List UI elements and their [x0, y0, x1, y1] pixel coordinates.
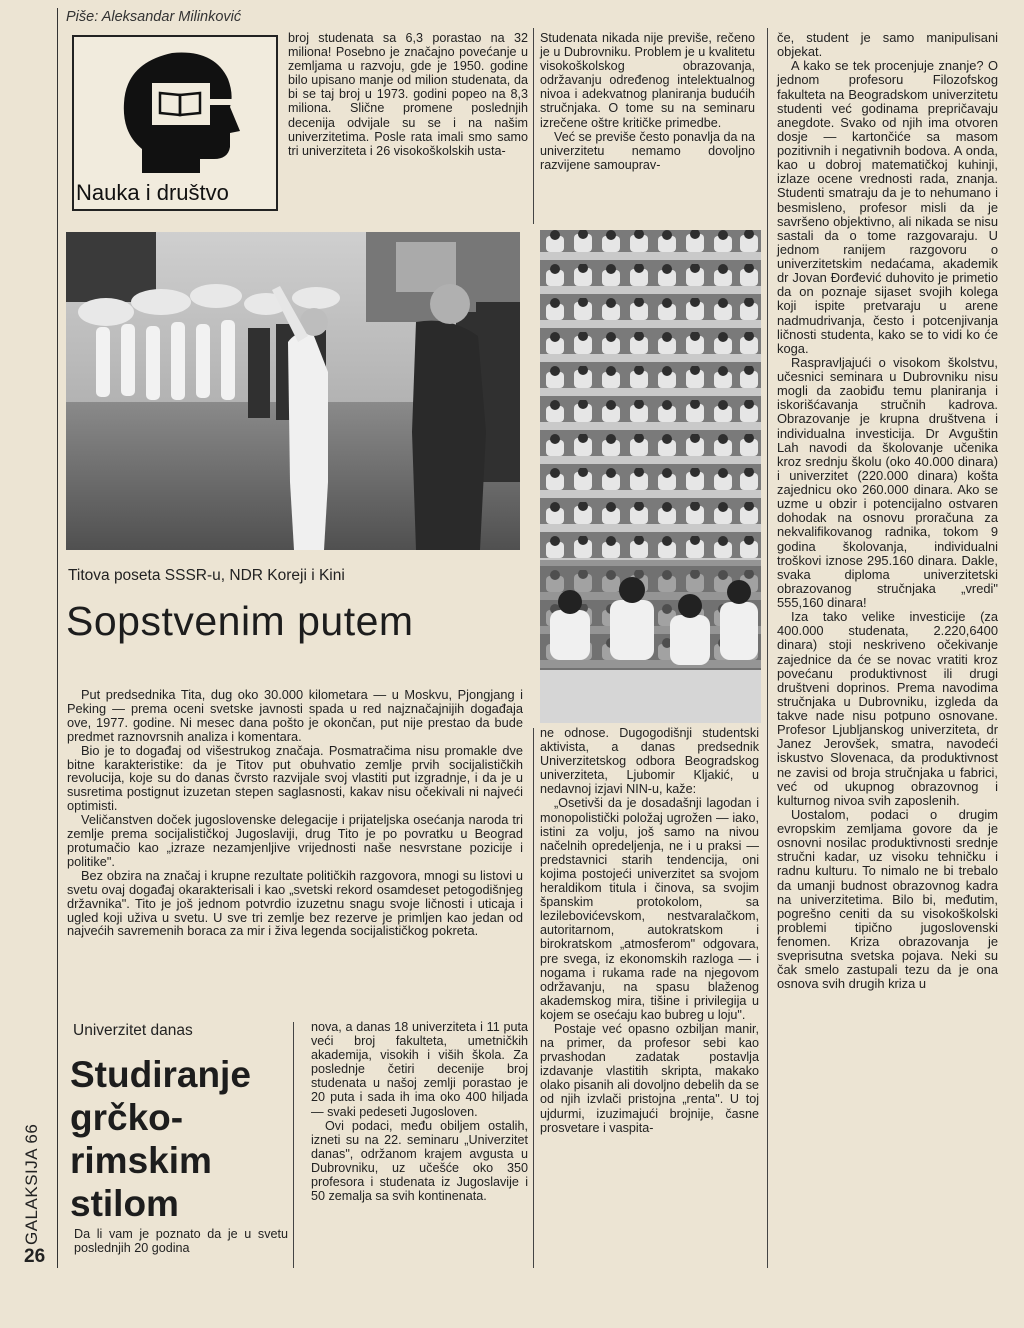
column3-paragraph: „Osetivši da je dosadašnji lagodan i monopolistički položaj ugrožen — iako, istini za volju, još samo na nivou načelnih opredeljenja, ne i u praksi — predstavnici starih tendencija, oni kojima postojeći univerzitet sa svojom heraldikom titula i činova, sa svojim španskim protokolom, sa lezilebovićevskom, nestvaralačkom, autoritarnom, autokratskom i birokratskom „atmosferom" odgovara, pre svega, iz ekonomskih razloga — i nogama i rukama rade na njegovom održavanju, na spasu blaženog akademskog mira, tišine i privilegija u kojem se osećaju kao bubreg u loju". — [540, 796, 759, 1022]
column3-paragraph: Studenata nikada nije previše, rečeno je u Dubrovniku. Problem je u kvalitetu visokoškolskog obrazovanja, održavanju određenog intelektualnog nivoa i adekvatnog planiranja budućih stručnjaka. O tome su na seminaru izrečene oštre kritičke primedbe. — [540, 31, 755, 130]
column2-top-text: broj studenata sa 6,3 porastao na 32 miliona! Posebno je značajno povećanje u zemljama u razvoju, gde je 1950. godine bilo upisano manje od milion studenata, da bi se taj broj u 1973. godini popeo na 8,3 miliona. Slične promene poslednjih decenija odvijale su se i na našim univerzitetima. Posle rata imali smo samo tri univerziteta i 26 visokoškolskih usta- — [288, 31, 528, 158]
head-with-book-icon — [74, 41, 276, 181]
column3-paragraph: Postaje već opasno ozbiljan manir, na primer, da profesor sebi kao prvashodan zadatak postavlja izdavanje vlastitih skripta, makako olako pisanih ali dovoljno debelih da se od njih izvlači pristojna „renta". U toj ujdurmi, izuzimajući brojnije, časne prosvetare i vaspita- — [540, 1021, 759, 1135]
article2-kicker: Univerzitet danas — [73, 1022, 193, 1039]
column4-rule — [767, 28, 768, 1268]
article2-intro-text: Da li vam je poznato da je u svetu poslednjih 20 godina — [74, 1227, 288, 1256]
photo-lecture-hall — [540, 230, 761, 723]
section-logo-label: Nauka i društvo — [76, 180, 229, 205]
column2-top — [288, 31, 528, 158]
column4 — [777, 31, 998, 992]
column3-rule-top — [533, 28, 534, 224]
column4-paragraph: A kako se tek procenjuje znanje? O jednom profesoru Filozofskog fakulteta na Beogradskom univerzitetu studenti već godinama prepričavaju anegdote. Svako od njih ima otvoren dosje — kartončiće sa masom pozitivnih i negativnih bodova. A onda, kao u dobroj matematičkoj kuhinji, izlaze ocene vrednosti rada, znanja. Studenti smatraju da je to nehumano i besmisleno, profesor misli da je savršeno objektivno, ali nikada se nisu sastali da o tome razgovaraju. U jednom ranijem razgovoru o univerzitetskim nedaćama, akademik dr Jovan Đorđević duhovito je primetio da on poznaje sijaset svojih kolega koji ispite pretvaraju u arene nadmudrivanja, često i potcenjivanja ličnosti studenta, kako se to vidi ko će koga. — [777, 58, 998, 356]
article2-headline: Studiranje grčko-rimskim stilom — [70, 1054, 251, 1224]
page-number: 26 — [24, 1246, 46, 1267]
column3-bottom — [540, 726, 759, 1135]
article1-paragraph: Bio je to događaj od višestrukog značaja. Posmatračima nisu promakle dve bitne karakteristike: da je Titov put obuhvatio zemlje prvih socijalističkih revolucija, koje su do danas čvrsto razvijale svoj vlastiti put izgradnje, i da je u susretima postignut izuzetan stepen saglasnosti, kakav nisu očekivali ni najveći optimisti. — [67, 742, 523, 814]
article2-intro — [74, 1227, 288, 1255]
column3-paragraph: ne odnose. Dugogodišnji studentski aktivista, a danas predsednik Univerzitetskog odbora Beogradskog univerziteta, Ljubomir Kljakić, u nedavnoj izjavi NIN-u, kaže: — [540, 726, 759, 797]
column3-paragraph: Već se previše često ponavlja da na univerzitetu nemamo dovoljno razvijene samouprav- — [540, 129, 755, 172]
column3-top — [540, 31, 755, 172]
column4-paragraph: Raspravljajući o visokom školstvu, učesnici seminara u Dubrovniku nisu mogli da zaobiđu temu planiranja i iskorišćavanja stručnih kadrova. Obrazovanje je krupna društvena i individualna investicija. Dr Avguštin Lah navodi da školovanje učenika kroz srednju školu (oko 40.000 dinara) i univerzitet (220.000 dinara) košta zajednicu oko 260.000 dinara. Ako se uzme u obzir i potencijalno ostvaren dohodak na osnovu proračuna za nekvalifikovanog radnika, tokom 9 godina školovanja, individualni troškovi iznose 295.160 dinara. Dakle, svaka diploma univerzitetski obrazovanog stručnjaka „vredi" 555,160 dinara! — [777, 354, 998, 610]
column4-paragraph: Uostalom, podaci o drugim evropskim zemljama govore da je osnovni nosilac produktivnosti srednje stručni kadar, uz visoku tehničku i radnu kulturu. To nimalo ne bi trebalo da umanji budnost obrazovnog kadra na univerzitetima. Bilo bi, međutim, pogrešno ceniti da su visokoškolski problemi tipično jugoslovenski fenomen. Kriza obrazovanja je sveprisutna svetska pojava. Neki su čak smelo zastupali tezu da je ona osnova svih drugih kriza u — [777, 806, 998, 992]
article1-headline: Sopstvenim putem — [66, 598, 414, 644]
photo-tito-visit — [66, 232, 520, 550]
column4-paragraph: če, student je samo manipulisani objekat. — [777, 30, 998, 60]
column2-rule — [293, 1022, 294, 1268]
column2-paragraph: nova, a danas 18 univerziteta i 11 puta veći broj fakulteta, umetničkih akademija, visokih i viših škola. Za poslednje četiri decenije broj studenata u našoj zemlji porastao je 20 puta i sada ih ima oko 400 hiljada — svaki pedeseti Jugosloven. — [311, 1020, 528, 1119]
byline: Piše: Aleksandar Milinković — [66, 9, 242, 25]
column3-rule-bottom — [533, 728, 534, 1268]
column2-paragraph: Ovi podaci, među obiljem ostalih, izneti su na 22. seminaru „Univerzitet danas", održanom krajem avgusta u Dubrovniku, uz učešće oko 350 profesora i studenata iz Jugoslavije i 50 zemalja sa svih kontinenata. — [311, 1118, 528, 1204]
article1-paragraph: Veličanstven doček jugoslovenske delegacije i prijateljska osećanja naroda tri zemlje prema socijalističkoj Jugoslaviji, drug Tito je po povratku u Beograd protumačio kao „izraze nezamjenljive vrijednosti naše nesvrstane pozicije i politike". — [67, 812, 523, 869]
magazine-issue-label: GALAKSIJA 66 — [22, 1123, 41, 1245]
article1-paragraph: Bez obzira na značaj i krupne rezultate političkih razgovora, mnogi su listovi u svetu ovaj događaj okarakterisali i kao „svetski rekord osamdeset petogodišnjeg državnika". Tito je još jednom potvrdio izuzetnu snagu svoje ličnosti i uticaja i ugled koji uživa u svetu. U sve tri zemlje bez rezerve je primljen kao jedan od najvećih savremenih boraca za mir i živa legenda socijalističkog pokreta. — [67, 867, 523, 939]
column2-bottom — [311, 1020, 528, 1203]
article1-paragraph: Put predsednika Tita, dug oko 30.000 kilometara — u Moskvu, Pjongjang i Peking — prema oceni svetske javnosti spada u red najznačajnijih događaja ove, 1977. godine. Ni mesec dana pošto je okončan, put nije prestao da bude predmet raznovrsnih analiza i komentara. — [67, 687, 523, 744]
column4-paragraph: Iza tako velike investicije (za 400.000 studenata, 2.220,6400 dinara) stoji neskriveno očekivanje zajednice da će se novac vratiti kroz povećanu produktivnost ili drugi društveni doprinos. Prema navodima stručnjaka u Dubrovniku, izgleda da takve nade nisu potpuno osnovane. Profesor Ljubljanskog univerziteta, dr Janez Jerovšek, smatra, navodeći iskustvo Slovenaca, da produktivnost ne zavisi od broja stručnjaka u fabrici, već od ukupnog obrazovnog i kulturnog nivoa svih zaposlenih. — [777, 609, 998, 808]
article1-kicker: Titova poseta SSSR-u, NDR Koreji i Kini — [68, 567, 345, 584]
article1-body — [67, 688, 523, 938]
